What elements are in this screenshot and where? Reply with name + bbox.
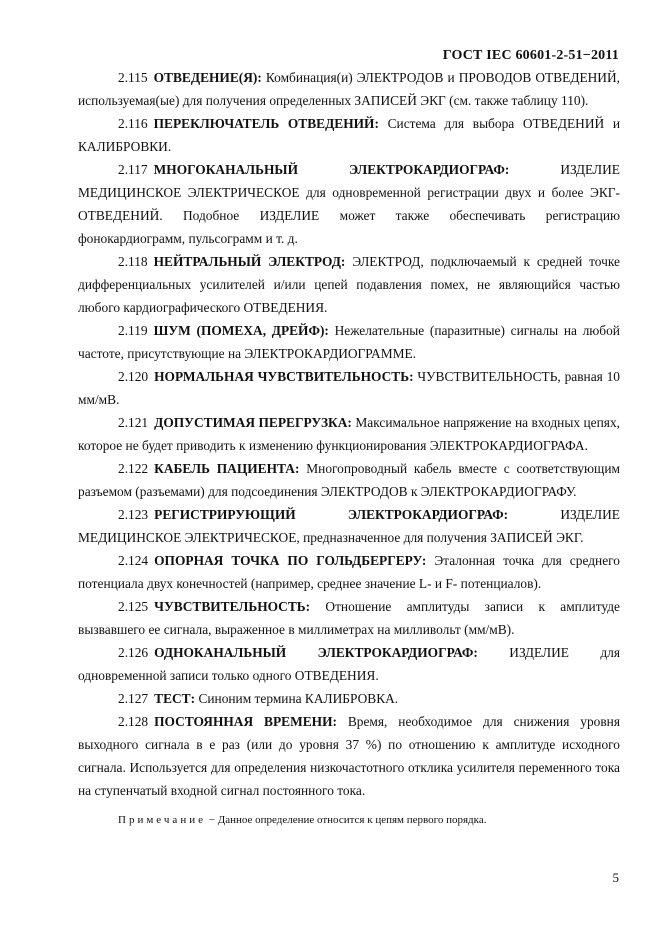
- definition-term: ТЕСТ:: [154, 691, 196, 706]
- definition-term: ШУМ (ПОМЕХА, ДРЕЙФ):: [153, 323, 329, 338]
- definition-term: ОТВЕДЕНИЕ(Я):: [153, 70, 262, 85]
- definition-number: 2.120: [118, 369, 149, 384]
- definition-number: 2.121: [118, 415, 149, 430]
- definition-entry: [78, 503, 620, 549]
- definition-entry: [78, 66, 620, 112]
- definition-text: ИЗДЕЛИЕ для одновременной записи только одного ОТВЕДЕНИЯ.: [78, 645, 620, 683]
- note-text: − Данное определение относится к цепям первого порядка.: [205, 814, 487, 826]
- document-header: ГОСТ IEC 60601-2-51−2011: [442, 48, 619, 63]
- definition-term: МНОГОКАНАЛЬНЫЙ ЭЛЕКТРОКАРДИОГРАФ:: [153, 162, 510, 177]
- definition-number: 2.116: [118, 116, 148, 131]
- definition-term: РЕГИСТРИРУЮЩИЙ ЭЛЕКТРОКАРДИОГРАФ:: [154, 507, 509, 522]
- definition-text: Эталонная точка для среднего потенциала двух конечностей (например, среднее значение L- и F- потенциалов).: [78, 553, 620, 591]
- definition-term: ОПОРНАЯ ТОЧКА ПО ГОЛЬДБЕРГЕРУ:: [154, 553, 427, 568]
- definition-text: ИЗДЕЛИЕ МЕДИЦИНСКОЕ ЭЛЕКТРИЧЕСКОЕ для одновременной регистрации двух и более ЭКГ-ОТВЕДЕНИЙ. Подобное ИЗДЕЛИЕ может также обеспечивать регистрацию фонокардиограмм, пульсограмм и т. д.: [78, 162, 620, 246]
- definition-number: 2.127: [118, 691, 149, 706]
- definition-entry: [78, 687, 620, 710]
- definition-text: Время, необходимое для снижения уровня выходного сигнала в e раз (или до уровня 37 %) по отношению к амплитуде исходного сигнала. Используется для определения низкочастотного отклика усилителя переменного тока на ступенчатый входной сигнал постоянного тока.: [78, 714, 620, 798]
- definition-text: Синоним термина КАЛИБРОВКА.: [198, 691, 399, 706]
- definition-entry: [78, 710, 620, 802]
- definition-term: НОРМАЛЬНАЯ ЧУВСТВИТЕЛЬНОСТЬ:: [154, 369, 414, 384]
- note: [78, 812, 620, 828]
- document-body: [78, 66, 620, 839]
- definition-text: ЧУВСТВИТЕЛЬНОСТЬ, равная 10 мм/мВ.: [78, 369, 620, 407]
- definition-number: 2.117: [118, 162, 148, 177]
- definition-entry: [78, 250, 620, 319]
- definition-number: 2.115: [118, 70, 148, 85]
- definition-term: ЧУВСТВИТЕЛЬНОСТЬ:: [154, 599, 311, 614]
- definition-text: ЭЛЕКТРОД, подключаемый к средней точке дифференциальных усилителей и/или цепей подавления помех, не являющийся частью любого кардиографического ОТВЕДЕНИЯ.: [78, 254, 620, 315]
- definition-text: Нежелательные (паразитные) сигналы на любой частоте, присутствующие на ЭЛЕКТРОКАРДИОГРАММЕ.: [78, 323, 620, 361]
- definition-term: ПЕРЕКЛЮЧАТЕЛЬ ОТВЕДЕНИЙ:: [153, 116, 379, 131]
- definition-term: ПОСТОЯННАЯ ВРЕМЕНИ:: [154, 714, 337, 729]
- definition-number: 2.118: [118, 254, 148, 269]
- definition-text: Комбинация(и) ЭЛЕКТРОДОВ и ПРОВОДОВ ОТВЕДЕНИЙ, используемая(ые) для получения определенных ЗАПИСЕЙ ЭКГ (см. также таблицу 110).: [78, 70, 620, 108]
- definition-entry: [78, 641, 620, 687]
- definition-text: Система для выбора ОТВЕДЕНИЙ и КАЛИБРОВКИ.: [78, 116, 620, 154]
- definition-number: 2.119: [118, 323, 148, 338]
- definition-term: НЕЙТРАЛЬНЫЙ ЭЛЕКТРОД:: [153, 254, 346, 269]
- definition-number: 2.126: [118, 645, 149, 660]
- definition-number: 2.124: [118, 553, 149, 568]
- definition-entry: [78, 112, 620, 158]
- definition-text: ИЗДЕЛИЕ МЕДИЦИНСКОЕ ЭЛЕКТРИЧЕСКОЕ, предназначенное для получения ЗАПИСЕЙ ЭКГ.: [78, 507, 620, 545]
- definition-entry: [78, 595, 620, 641]
- definition-entry: [78, 158, 620, 250]
- definition-entry: [78, 411, 620, 457]
- definitions-list: [78, 66, 620, 802]
- definition-entry: [78, 365, 620, 411]
- definition-number: 2.128: [118, 714, 149, 729]
- definition-entry: [78, 549, 620, 595]
- page-number: 5: [612, 870, 619, 885]
- definition-number: 2.122: [118, 461, 149, 476]
- definition-number: 2.123: [118, 507, 149, 522]
- definition-text: Отношение амплитуды записи к амплитуде вызвавшего ее сигнала, выраженное в миллиметрах на милливольт (мм/мВ).: [78, 599, 620, 637]
- definition-term: ОДНОКАНАЛЬНЫЙ ЭЛЕКТРОКАРДИОГРАФ:: [154, 645, 478, 660]
- definition-term: КАБЕЛЬ ПАЦИЕНТА:: [154, 461, 300, 476]
- definition-term: ДОПУСТИМАЯ ПЕРЕГРУЗКА:: [154, 415, 352, 430]
- definition-text: Максимальное напряжение на входных цепях, которое не будет приводить к изменению функционирования ЭЛЕКТРОКАРДИОГРАФА.: [78, 415, 620, 453]
- note-label: Примечание: [118, 814, 206, 826]
- definition-text: Многопроводный кабель вместе с соответствующим разъемом (разъемами) для подсоединения ЭЛЕКТРОДОВ к ЭЛЕКТРОКАРДИОГРАФУ.: [78, 461, 620, 499]
- definition-entry: [78, 457, 620, 503]
- definition-entry: [78, 319, 620, 365]
- definition-number: 2.125: [118, 599, 149, 614]
